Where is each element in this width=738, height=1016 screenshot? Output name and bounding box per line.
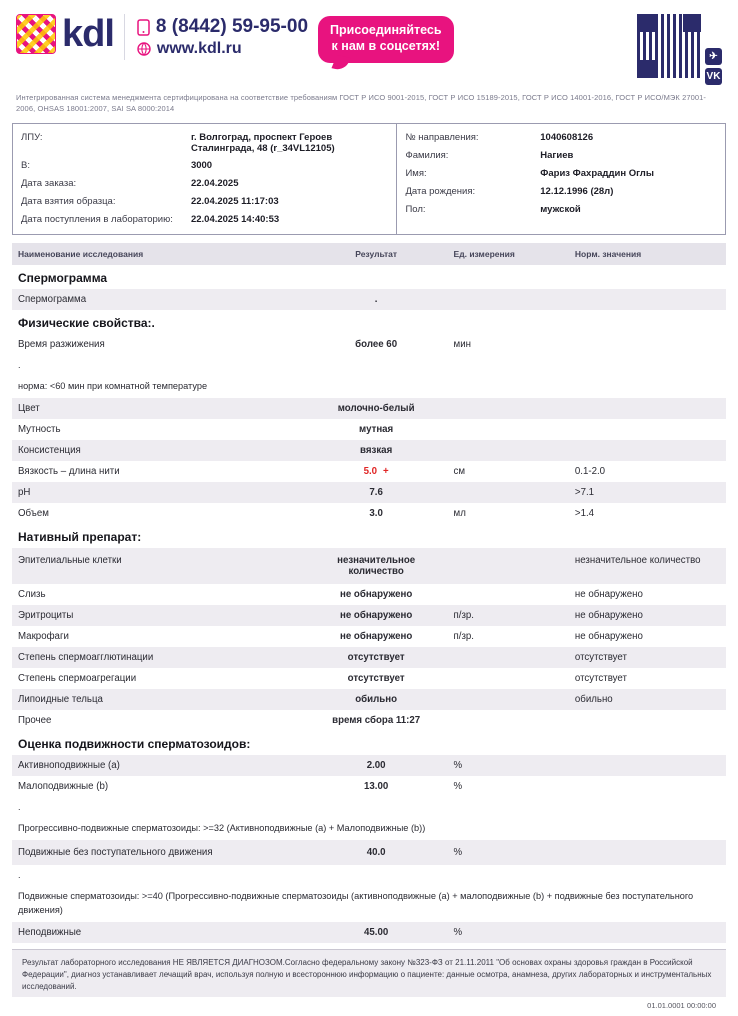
cell-norm: отсутствует <box>569 647 726 668</box>
cell-test-name: Макрофаги <box>18 631 69 643</box>
column-header-unit: Ед. измерения <box>448 243 569 265</box>
patient-info-left <box>13 124 397 234</box>
contact-block <box>124 14 308 60</box>
cell-test-name: Подвижные без поступательного движения <box>12 840 305 865</box>
cell-result <box>305 605 448 626</box>
info-label: Имя: <box>405 167 427 179</box>
cell-norm: обильно <box>569 689 726 710</box>
column-header-name: Наименование исследования <box>12 243 305 265</box>
cell-test-name: Вязкость – длина нити <box>18 466 120 478</box>
table-row <box>12 668 726 689</box>
table-spacer-row <box>12 355 726 375</box>
cell-norm <box>569 710 726 731</box>
table-row <box>12 584 726 605</box>
cell-norm: >1.4 <box>574 508 595 520</box>
cell-result <box>305 647 448 668</box>
info-label: № направления: <box>405 131 479 143</box>
cell-unit <box>448 710 569 731</box>
cell-norm <box>569 398 726 419</box>
info-value: 12.12.1996 (28л) <box>540 185 614 197</box>
note-text: Подвижные сперматозоиды: >=40 (Прогрессивно-подвижные сперматозоиды (активноподвижные (a) + малоподвижные (b) + подвижные без поступательного движения) <box>18 891 694 915</box>
result-value: 3.0 <box>369 508 383 520</box>
info-value: 22.04.2025 <box>190 177 239 189</box>
table-spacer-row <box>12 797 726 817</box>
promo-line-2: к нам в соцсетях! <box>331 38 441 53</box>
cell-test-name: Эпителиальные клетки <box>12 548 305 584</box>
cell-result <box>305 776 448 797</box>
result-value: не обнаружено <box>340 610 413 622</box>
info-row <box>405 204 719 216</box>
cell-test-name: Липоидные тельца <box>12 689 305 710</box>
cell-test-name: Слизь <box>18 589 46 601</box>
info-row <box>21 196 390 208</box>
table-row <box>12 776 726 797</box>
result-value: отсутствует <box>347 673 405 685</box>
table-row <box>12 289 726 310</box>
cell-result <box>305 419 448 440</box>
cell-result <box>305 840 448 865</box>
table-section-row <box>12 310 726 334</box>
cell-unit <box>448 689 569 710</box>
table-spacer-row <box>12 865 726 885</box>
cell-unit: п/зр. <box>453 631 474 643</box>
info-row <box>21 132 390 154</box>
column-header-norm: Норм. значения <box>569 243 726 265</box>
table-note-row <box>12 375 726 398</box>
table-row <box>12 710 726 731</box>
footer-timestamp: 01.01.0001 00:00:00 <box>12 997 726 1016</box>
spacer-text: . <box>18 359 21 370</box>
cell-unit: мл <box>453 508 466 520</box>
result-value: 5.0 <box>363 466 378 478</box>
info-value: 22.04.2025 11:17:03 <box>190 195 279 207</box>
patient-info-right <box>397 124 725 234</box>
cell-unit <box>448 440 569 461</box>
result-value: незначительное количество <box>337 555 416 578</box>
cell-result <box>305 503 448 524</box>
cell-test-name: Спермограмма <box>12 289 305 310</box>
cell-test-name: Степень спермоагглютинации <box>12 647 305 668</box>
cell-unit <box>448 584 569 605</box>
cell-norm: незначительное количество <box>569 548 726 584</box>
website-url: www.kdl.ru <box>156 40 242 57</box>
cell-test-name: Эритроциты <box>12 605 305 626</box>
vk-icon: VK <box>705 68 722 85</box>
result-value: мутная <box>359 424 394 436</box>
table-row <box>12 334 726 355</box>
cell-result <box>305 548 448 584</box>
cell-norm <box>569 440 726 461</box>
qr-code-icon <box>637 14 701 78</box>
table-section-row <box>12 524 726 548</box>
cell-test-name: Степень спермоагрегации <box>18 673 137 685</box>
info-label: Фамилия: <box>405 149 449 161</box>
social-icons <box>705 14 722 85</box>
cell-unit <box>448 482 569 503</box>
table-row <box>12 840 726 865</box>
cell-norm <box>569 419 726 440</box>
cell-test-name: Прочее <box>18 715 52 727</box>
cell-norm: не обнаружено <box>574 589 643 601</box>
info-value: мужской <box>540 203 581 215</box>
result-value: более 60 <box>355 338 398 350</box>
cell-norm <box>569 334 726 355</box>
cell-unit <box>448 548 569 584</box>
table-row <box>12 461 726 482</box>
result-value: 2.00 <box>366 760 386 772</box>
cell-result <box>305 289 448 310</box>
section-title: Оценка подвижности сперматозоидов: <box>12 731 726 755</box>
table-note-row <box>12 817 726 840</box>
cell-test-name: pH <box>12 482 305 503</box>
cell-result <box>305 626 448 647</box>
note-text: норма: <60 мин при комнатной температуре <box>18 380 208 391</box>
cell-norm: 0.1-2.0 <box>574 466 606 478</box>
cell-unit <box>448 647 569 668</box>
table-row <box>12 755 726 776</box>
table-row <box>12 647 726 668</box>
result-value: вязкая <box>360 445 393 457</box>
result-value: 13.00 <box>364 781 389 793</box>
phone-icon <box>137 19 150 36</box>
logo-mark-icon <box>16 14 56 54</box>
result-value: отсутствует <box>347 652 405 664</box>
info-label: ЛПУ: <box>21 131 43 143</box>
info-row <box>405 132 719 144</box>
info-value: Фариз Фахраддин Оглы <box>540 167 654 179</box>
column-header-result: Результат <box>305 243 448 265</box>
cell-result <box>305 755 448 776</box>
table-row <box>12 419 726 440</box>
cell-norm: не обнаружено <box>569 605 726 626</box>
info-value: 1040608126 <box>540 131 594 143</box>
cell-norm: >7.1 <box>569 482 726 503</box>
promo-bubble <box>318 16 454 63</box>
cell-unit <box>448 668 569 689</box>
info-label: В: <box>21 159 30 171</box>
brand-logo <box>16 14 114 54</box>
result-value: 40.0 <box>366 847 386 859</box>
cell-result <box>305 689 448 710</box>
result-value: не обнаружено <box>340 631 413 643</box>
info-row <box>21 160 390 172</box>
report-header <box>12 8 726 85</box>
cell-unit: см <box>453 466 466 478</box>
results-table <box>12 243 726 943</box>
info-label: Дата заказа: <box>21 177 77 189</box>
info-label: Дата взятия образца: <box>21 195 116 207</box>
cell-result <box>305 668 448 689</box>
iso-certification-text: Интегрированная система менеджмента сертифицирована на соответствие требованиям ГОСТ Р ИСО 9001-2015, ГОСТ Р ИСО 15189-2015, ГОСТ Р ИСО 14001-2016, ГОСТ Р ИСО/МЭК 27001-2006, OHSAS 18001:2007, SAI SA 8000:2014 <box>16 93 707 113</box>
cell-unit: % <box>453 781 463 793</box>
cell-unit <box>448 398 569 419</box>
info-value: Нагиев <box>540 149 574 161</box>
cell-unit <box>448 289 569 310</box>
phone-number: 8 (8442) 59-95-00 <box>155 16 309 37</box>
info-label: Пол: <box>405 203 426 215</box>
info-row <box>21 178 390 190</box>
cell-unit: мин <box>453 338 471 350</box>
info-value: 22.04.2025 14:40:53 <box>190 213 280 225</box>
cell-result <box>305 334 448 355</box>
result-value: . <box>374 293 378 305</box>
cell-result <box>305 461 448 482</box>
spacer-text: . <box>18 802 21 813</box>
table-row <box>12 689 726 710</box>
info-label: Дата рождения: <box>405 185 476 197</box>
table-header-row <box>12 243 726 265</box>
table-row <box>12 922 726 943</box>
globe-icon <box>137 42 151 56</box>
cell-unit: % <box>448 922 569 943</box>
table-row <box>12 605 726 626</box>
cell-result <box>305 584 448 605</box>
cell-norm <box>569 922 726 943</box>
cell-test-name: Неподвижные <box>12 922 305 943</box>
info-value: 3000 <box>190 159 213 171</box>
info-row <box>405 186 719 198</box>
result-value: 7.6 <box>369 487 383 499</box>
phone-row <box>137 16 308 38</box>
section-title: Физические свойства:. <box>12 310 726 334</box>
table-note-row <box>12 885 726 922</box>
cell-result <box>305 440 448 461</box>
logo-wordmark: kdl <box>62 13 114 55</box>
cell-unit: % <box>448 840 569 865</box>
telegram-icon: ✈ <box>705 48 722 65</box>
table-row <box>12 548 726 584</box>
table-row <box>12 626 726 647</box>
results-table-body <box>12 265 726 943</box>
cell-test-name: Цвет <box>12 398 305 419</box>
cell-unit <box>448 419 569 440</box>
table-section-row <box>12 265 726 289</box>
table-row <box>12 503 726 524</box>
patient-info-box <box>12 123 726 235</box>
cell-result <box>305 398 448 419</box>
cell-norm <box>569 840 726 865</box>
cell-test-name: Активноподвижные (a) <box>12 755 305 776</box>
cell-norm: отсутствует <box>574 673 627 685</box>
result-value: время сбора 11:27 <box>332 715 421 727</box>
cell-test-name: Время разжижения <box>18 338 105 350</box>
info-row <box>405 168 719 180</box>
table-row <box>12 398 726 419</box>
cell-norm <box>569 776 726 797</box>
cell-result <box>305 482 448 503</box>
section-title: Нативный препарат: <box>12 524 726 548</box>
cell-result <box>305 710 448 731</box>
qr-block <box>637 14 722 85</box>
result-value: 45.00 <box>364 927 389 939</box>
result-flag: + <box>383 466 389 478</box>
result-value: не обнаружено <box>340 589 413 601</box>
cell-test-name: Малоподвижные (b) <box>18 781 109 793</box>
report-sheet <box>12 0 726 1016</box>
cell-norm: не обнаружено <box>574 631 643 643</box>
result-value: молочно-белый <box>337 403 415 415</box>
cell-unit: % <box>448 755 569 776</box>
note-text: Прогрессивно-подвижные сперматозоиды: >=32 (Активноподвижные (a) + Малоподвижные (b)) <box>18 823 426 834</box>
cell-test-name: Мутность <box>18 424 61 436</box>
info-label: Дата поступления в лабораторию: <box>21 213 173 225</box>
info-row <box>405 150 719 162</box>
result-value: обильно <box>355 694 397 706</box>
info-value: г. Волгоград, проспект Героев Сталинграда, 48 (r_34VL12105) <box>190 131 335 154</box>
footer-disclaimer: Результат лабораторного исследования НЕ ЯВЛЯЕТСЯ ДИАГНОЗОМ.Согласно федеральному закону №323-ФЗ от 21.11.2011 "Об основах охраны здоровья граждан в Российской Федерации", диагноз устанавливает лечащий врач, используя полную и всестороннюю информацию о пациенте: данные осмотра, анамнеза, других лабораторных и инструментальных исследований. <box>12 949 726 997</box>
cell-test-name: Консистенция <box>12 440 305 461</box>
promo-line-1: Присоединяйтесь <box>330 23 442 37</box>
cell-norm <box>569 289 726 310</box>
cell-result <box>305 922 448 943</box>
table-row <box>12 482 726 503</box>
cell-test-name: Объем <box>18 508 49 520</box>
cell-norm <box>569 755 726 776</box>
table-section-row <box>12 731 726 755</box>
spacer-text: . <box>18 870 21 881</box>
info-row <box>21 214 390 226</box>
table-row <box>12 440 726 461</box>
section-title: Спермограмма <box>12 265 726 289</box>
cell-unit: п/зр. <box>448 605 569 626</box>
site-row <box>137 40 308 58</box>
